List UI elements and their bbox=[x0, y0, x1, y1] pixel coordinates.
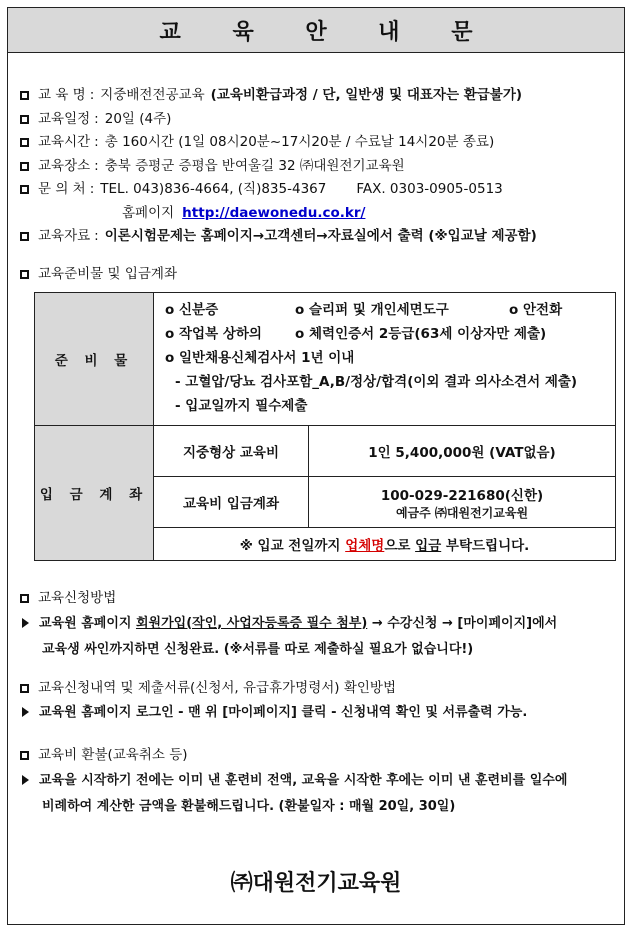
confirm-title: 교육신청내역 및 제출서류(신청서, 유급휴가명령서) 확인방법 bbox=[38, 679, 397, 696]
prep-row bbox=[35, 293, 616, 426]
time-value: 총 160시간 (1일 08시20분~17시20분 / 수료날 14시20분 종료) bbox=[104, 134, 495, 150]
info-homepage-row bbox=[18, 202, 618, 226]
content bbox=[18, 84, 618, 820]
refund-heading bbox=[18, 744, 618, 768]
confirm-heading bbox=[18, 677, 618, 701]
square-bullet-icon bbox=[20, 684, 29, 693]
course-fee: 1인 5,400,000원 (VAT없음) bbox=[309, 426, 616, 477]
schedule-value: 20일 (4주) bbox=[104, 110, 172, 127]
square-bullet-icon bbox=[20, 232, 29, 241]
prep-line-3: o 일반채용신체검사서 1년 이내 bbox=[165, 350, 355, 366]
refund-body: 교육을 시작하기 전에는 이미 낸 훈련비 전액, 교육을 시작한 후에는 이미 낸 훈련비를 일수에 비례하여 계산한 금액을 환불해드립니다. (환불일자 : 매월 20일, 30일) bbox=[18, 768, 618, 820]
info-contact-row: 문 의 처 : TEL. 043)836-4664, (직)835-4367 FAX. 0303-0905-0513 bbox=[18, 178, 618, 202]
square-bullet-icon bbox=[20, 270, 29, 279]
square-bullet-icon bbox=[20, 91, 29, 100]
signature: ㈜대원전기교육원 bbox=[230, 871, 402, 896]
homepage-label: 홈페이지 bbox=[122, 204, 175, 221]
contact-label: 문 의 처 bbox=[38, 181, 86, 197]
account-notice: ※ 입교 전일까지 업체명으로 입금 부탁드립니다. bbox=[154, 528, 616, 561]
prep-line-2: o 작업복 상하의 o 체력인증서 2등급(63세 이상자만 제출) bbox=[165, 326, 547, 342]
place-label: 교육장소 bbox=[38, 157, 91, 174]
square-bullet-icon bbox=[20, 138, 29, 147]
prep-head: 준 비 물 bbox=[35, 293, 154, 426]
apply-body: 교육원 홈페이지 회원가입(작인, 사업자등록증 필수 첨부) → 수강신청 → [마이페이지]에서 교육생 싸인까지하면 신청완료. (※서류를 따로 제출하실 필요가 없습니다!) bbox=[18, 611, 618, 663]
name-label: 교 육 명 bbox=[38, 87, 86, 103]
triangle-bullet-icon bbox=[22, 707, 29, 717]
square-bullet-icon bbox=[20, 751, 29, 760]
title-bar bbox=[8, 8, 624, 53]
account-label: 교육비 입금계좌 bbox=[154, 477, 309, 528]
info-name-row: 교 육 명 : 지중배전전공교육 (교육비환급과정 / 단, 일반생 및 대표자는 환급불가) bbox=[18, 84, 618, 108]
account-number: 100-029-221680(신한) bbox=[380, 487, 544, 504]
material-label: 교육자료 bbox=[38, 228, 91, 244]
info-time-row: 교육시간 : 총 160시간 (1일 08시20분~17시20분 / 수료날 14시20분 종료) bbox=[18, 131, 618, 155]
document-page bbox=[7, 7, 625, 925]
confirm-body: 교육원 홈페이지 로그인 - 맨 위 [마이페이지] 클릭 - 신청내역 확인 및 서류출력 가능. bbox=[18, 700, 618, 726]
prep-sub-1: - 고혈압/당뇨 검사포함_A,B/정상/합격(이외 결과 의사소견서 제출) bbox=[175, 374, 578, 390]
triangle-bullet-icon bbox=[22, 775, 29, 785]
schedule-label: 교육일정 bbox=[38, 110, 91, 127]
homepage-link[interactable]: http://daewonedu.co.kr/ bbox=[182, 204, 366, 221]
info-place-row: 교육장소 : 충북 증평군 증평읍 반여울길 32 ㈜대원전기교육원 bbox=[18, 155, 618, 179]
square-bullet-icon bbox=[20, 115, 29, 124]
name-value: 지중배전전공교육 bbox=[100, 87, 205, 103]
apply-heading bbox=[18, 587, 618, 611]
account-holder: 예금주 ㈜대원전기교육원 bbox=[395, 505, 529, 520]
apply-title: 교육신청방법 bbox=[38, 590, 117, 606]
prep-line-1: o 신분증 o 슬리퍼 및 개인세면도구 o 안전화 bbox=[165, 302, 563, 318]
square-bullet-icon bbox=[20, 162, 29, 171]
info-schedule-row: 교육일정 : 20일 (4주) bbox=[18, 108, 618, 132]
prep-account-table bbox=[34, 292, 616, 561]
prep-sub-2: - 입교일까지 필수제출 bbox=[175, 398, 308, 414]
material-value: 이론시험문제는 홈페이지→고객센터→자료실에서 출력 (※입교날 제공함) bbox=[104, 228, 537, 244]
name-note: (교육비환급과정 / 단, 일반생 및 대표자는 환급불가) bbox=[210, 87, 523, 103]
account-info-cell bbox=[309, 477, 616, 528]
triangle-bullet-icon bbox=[22, 618, 29, 628]
account-head: 입 금 계 좌 bbox=[35, 426, 154, 561]
page-title: 교 육 안 내 문 bbox=[159, 19, 495, 45]
square-bullet-icon bbox=[20, 185, 29, 194]
account-fee-row bbox=[35, 426, 616, 477]
prep-section-title: 교육준비물 및 입금계좌 bbox=[38, 265, 177, 282]
refund-title: 교육비 환불(교육취소 등) bbox=[38, 747, 188, 763]
notice-company-name: 업체명 bbox=[345, 538, 385, 554]
contact-phone: TEL. 043)836-4664, (직)835-4367 bbox=[100, 181, 327, 197]
course-label: 지중형상 교육비 bbox=[154, 426, 309, 477]
info-material-row: 교육자료 : 이론시험문제는 홈페이지→고객센터→자료실에서 출력 (※입교날 제공함) bbox=[18, 225, 618, 249]
square-bullet-icon bbox=[20, 594, 29, 603]
time-label: 교육시간 bbox=[38, 134, 91, 150]
prep-section-heading bbox=[18, 263, 618, 287]
place-value: 충북 증평군 증평읍 반여울길 32 ㈜대원전기교육원 bbox=[104, 157, 405, 174]
prep-list-cell bbox=[154, 293, 616, 426]
contact-fax: FAX. 0303-0905-0513 bbox=[356, 181, 503, 197]
